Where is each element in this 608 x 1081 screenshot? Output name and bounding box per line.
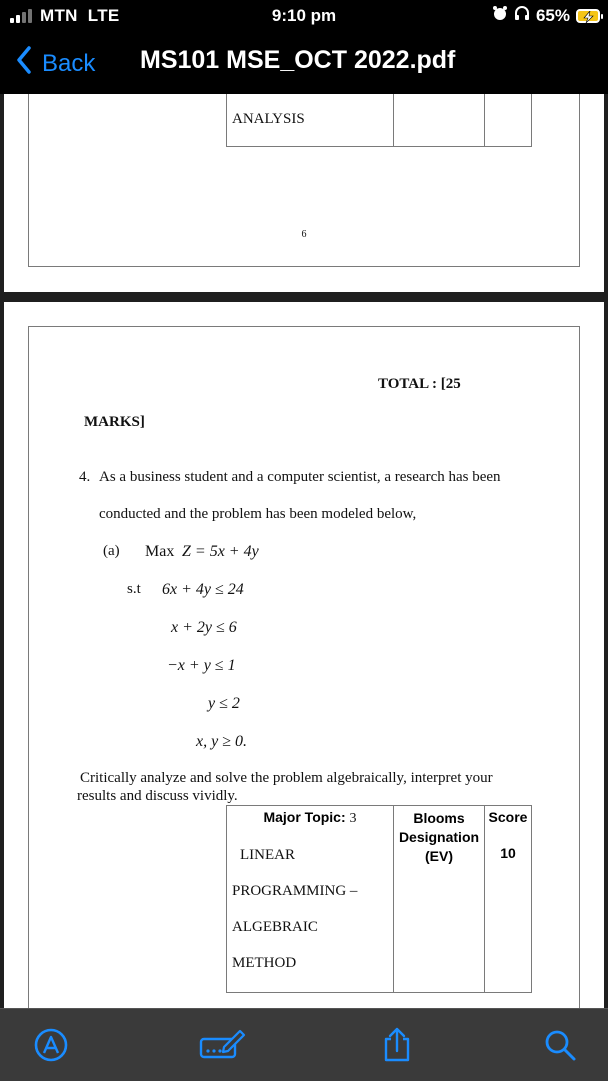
blooms-header-line-3: (EV) xyxy=(425,848,453,864)
search-icon[interactable] xyxy=(542,1027,578,1068)
clock: 9:10 pm xyxy=(271,6,337,25)
question-text-1: As a business student and a computer scientist, a research has been xyxy=(99,469,501,485)
pdf-page-7 xyxy=(4,302,604,1008)
constraint-3: −x + y ≤ 1 xyxy=(167,657,236,674)
total-line: TOTAL : [25 xyxy=(378,376,461,392)
part-label: (a) xyxy=(103,543,120,559)
blooms-header-line-2: Designation xyxy=(398,829,480,845)
objective-function: Z = 5x + 4y xyxy=(182,543,259,560)
back-button[interactable] xyxy=(16,46,95,81)
objective-prefix: Max xyxy=(145,543,175,560)
alarm-icon xyxy=(492,5,508,26)
pdf-page-6 xyxy=(4,94,604,292)
back-label: Back xyxy=(42,49,96,77)
constraint-4: y ≤ 2 xyxy=(208,695,240,712)
document-title: MS101 MSE_OCT 2022.pdf xyxy=(140,46,456,74)
major-topic-cell xyxy=(227,806,394,993)
topic-line-4: METHOD xyxy=(232,955,297,971)
topic-line-3: ALGEBRAIC xyxy=(232,919,318,935)
pdf-viewer[interactable] xyxy=(0,94,608,1008)
bottom-toolbar xyxy=(0,1008,608,1081)
score-value: 10 xyxy=(500,845,516,861)
page-number: 6 xyxy=(301,229,307,240)
nav-bar xyxy=(0,32,608,94)
major-topic-label: Major Topic: xyxy=(263,809,346,825)
constraint-5: x, y ≥ 0. xyxy=(196,733,247,750)
question-text-2: conducted and the problem has been modeled below, xyxy=(99,506,417,522)
score-cell xyxy=(485,806,532,993)
topic-table xyxy=(226,805,532,993)
network-label: LTE xyxy=(87,6,120,25)
constraint-2: x + 2y ≤ 6 xyxy=(171,619,237,636)
share-icon[interactable] xyxy=(382,1027,412,1068)
blooms-cell xyxy=(394,806,485,993)
status-bar xyxy=(0,0,608,32)
marks-label: MARKS] xyxy=(84,414,145,430)
analysis-cell: ANALYSIS xyxy=(227,94,394,147)
subject-to-label: s.t xyxy=(127,581,141,597)
topic-table-tail xyxy=(226,94,532,147)
blooms-header-line-1: Blooms xyxy=(413,810,465,826)
battery-charging-icon xyxy=(576,9,600,23)
question-number: 4. xyxy=(79,469,91,485)
carrier-label: MTN LTE xyxy=(40,6,120,25)
topic-line-2: PROGRAMMING – xyxy=(232,883,358,899)
instruction-text-1: Critically analyze and solve the problem algebraically, interpret your xyxy=(80,770,493,786)
annotate-icon[interactable] xyxy=(198,1027,246,1068)
headphones-icon xyxy=(514,5,530,26)
chevron-left-icon xyxy=(16,46,32,81)
score-header: Score xyxy=(488,809,528,825)
battery-percent: 65% xyxy=(535,5,570,25)
constraint-1: 6x + 4y ≤ 24 xyxy=(162,581,244,598)
markup-icon[interactable] xyxy=(33,1027,69,1068)
instruction-text-2: results and discuss vividly. xyxy=(77,788,238,804)
topic-line-1: LINEAR xyxy=(240,847,295,863)
major-topic-number: 3 xyxy=(349,811,357,826)
